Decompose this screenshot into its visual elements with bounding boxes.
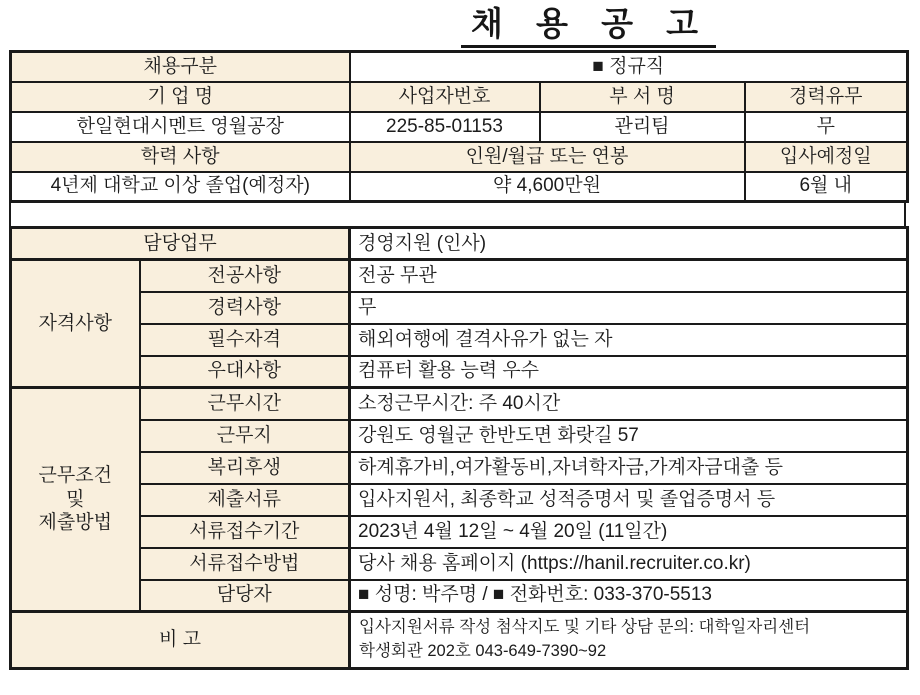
- table-row: [11, 260, 908, 292]
- note-value: [350, 612, 908, 669]
- dept-value: 관리팀: [540, 112, 745, 142]
- education-value: 4년제 대학교 이상 졸업(예정자): [11, 172, 350, 202]
- salary-value: 약 4,600만원: [350, 172, 745, 202]
- table-row: [11, 228, 908, 260]
- career-req-label: 경력사항: [140, 292, 350, 324]
- required-value: 해외여행에 결격사유가 없는 자: [350, 324, 908, 356]
- workhours-label: 근무시간: [140, 388, 350, 420]
- duty-value: 경영지원 (인사): [350, 228, 908, 260]
- work-group-label: [11, 388, 140, 612]
- apply-period-label: 서류접수기간: [140, 516, 350, 548]
- company-header: 기 업 명: [11, 82, 350, 112]
- duty-label: 담당업무: [11, 228, 350, 260]
- page-title: 채 용 공 고: [461, 6, 716, 48]
- job-posting-document: [9, 0, 906, 670]
- table-row: [11, 112, 908, 142]
- table-row: [11, 292, 908, 324]
- table-row: [11, 452, 908, 484]
- work-group-line: 및: [66, 488, 85, 510]
- major-value: 전공 무관: [350, 260, 908, 292]
- education-header: 학력 사항: [11, 142, 350, 172]
- recruit-type-value: ■ 정규직: [350, 52, 908, 82]
- detail-table: [9, 226, 909, 670]
- apply-method-label: 서류접수방법: [140, 548, 350, 580]
- table-row: [11, 52, 908, 82]
- table-row: [11, 580, 908, 612]
- table-row: [11, 516, 908, 548]
- qualification-group-label: 자격사항: [11, 260, 140, 388]
- apply-method-value: 당사 채용 홈페이지 (https://hanil.recruiter.co.kr): [350, 548, 908, 580]
- preferred-label: 우대사항: [140, 356, 350, 388]
- joindate-value: 6월 내: [745, 172, 908, 202]
- note-line-2: 학생회관 202호 043-649-7390~92: [359, 642, 607, 660]
- table-row: [11, 612, 908, 669]
- contact-label: 담당자: [140, 580, 350, 612]
- documents-label: 제출서류: [140, 484, 350, 516]
- biznum-value: 225-85-01153: [350, 112, 540, 142]
- workplace-label: 근무지: [140, 420, 350, 452]
- work-group-line: 근무조건: [38, 464, 112, 486]
- table-separator: [9, 203, 906, 226]
- welfare-value: 하계휴가비,여가활동비,자녀학자금,가계자금대출 등: [350, 452, 908, 484]
- salary-header: 인원/월급 또는 연봉: [350, 142, 745, 172]
- work-group-line: 제출방법: [38, 512, 112, 534]
- career-value: 무: [745, 112, 908, 142]
- note-label: 비 고: [11, 612, 350, 669]
- table-row: [11, 420, 908, 452]
- note-line-1: 입사지원서류 작성 첨삭지도 및 기타 상담 문의: 대학일자리센터: [359, 618, 811, 637]
- contact-value: ■ 성명: 박주명 / ■ 전화번호: 033-370-5513: [350, 580, 908, 612]
- welfare-label: 복리후생: [140, 452, 350, 484]
- summary-table: [9, 50, 909, 203]
- career-header: 경력유무: [745, 82, 908, 112]
- table-row: [11, 484, 908, 516]
- table-row: [11, 324, 908, 356]
- preferred-value: 컴퓨터 활용 능력 우수: [350, 356, 908, 388]
- table-row: [11, 172, 908, 202]
- joindate-header: 입사예정일: [745, 142, 908, 172]
- required-label: 필수자격: [140, 324, 350, 356]
- table-row: [11, 356, 908, 388]
- company-value: 한일현대시멘트 영월공장: [11, 112, 350, 142]
- workplace-value: 강원도 영월군 한반도면 화랏길 57: [350, 420, 908, 452]
- table-row: [11, 142, 908, 172]
- biznum-header: 사업자번호: [350, 82, 540, 112]
- table-row: [11, 388, 908, 420]
- career-req-value: 무: [350, 292, 908, 324]
- table-row: [11, 548, 908, 580]
- table-row: [11, 82, 908, 112]
- apply-period-value: 2023년 4월 12일 ~ 4월 20일 (11일간): [350, 516, 908, 548]
- recruit-type-label: 채용구분: [11, 52, 350, 82]
- documents-value: 입사지원서, 최종학교 성적증명서 및 졸업증명서 등: [350, 484, 908, 516]
- title-area: [9, 0, 906, 50]
- major-label: 전공사항: [140, 260, 350, 292]
- workhours-value: 소정근무시간: 주 40시간: [350, 388, 908, 420]
- dept-header: 부 서 명: [540, 82, 745, 112]
